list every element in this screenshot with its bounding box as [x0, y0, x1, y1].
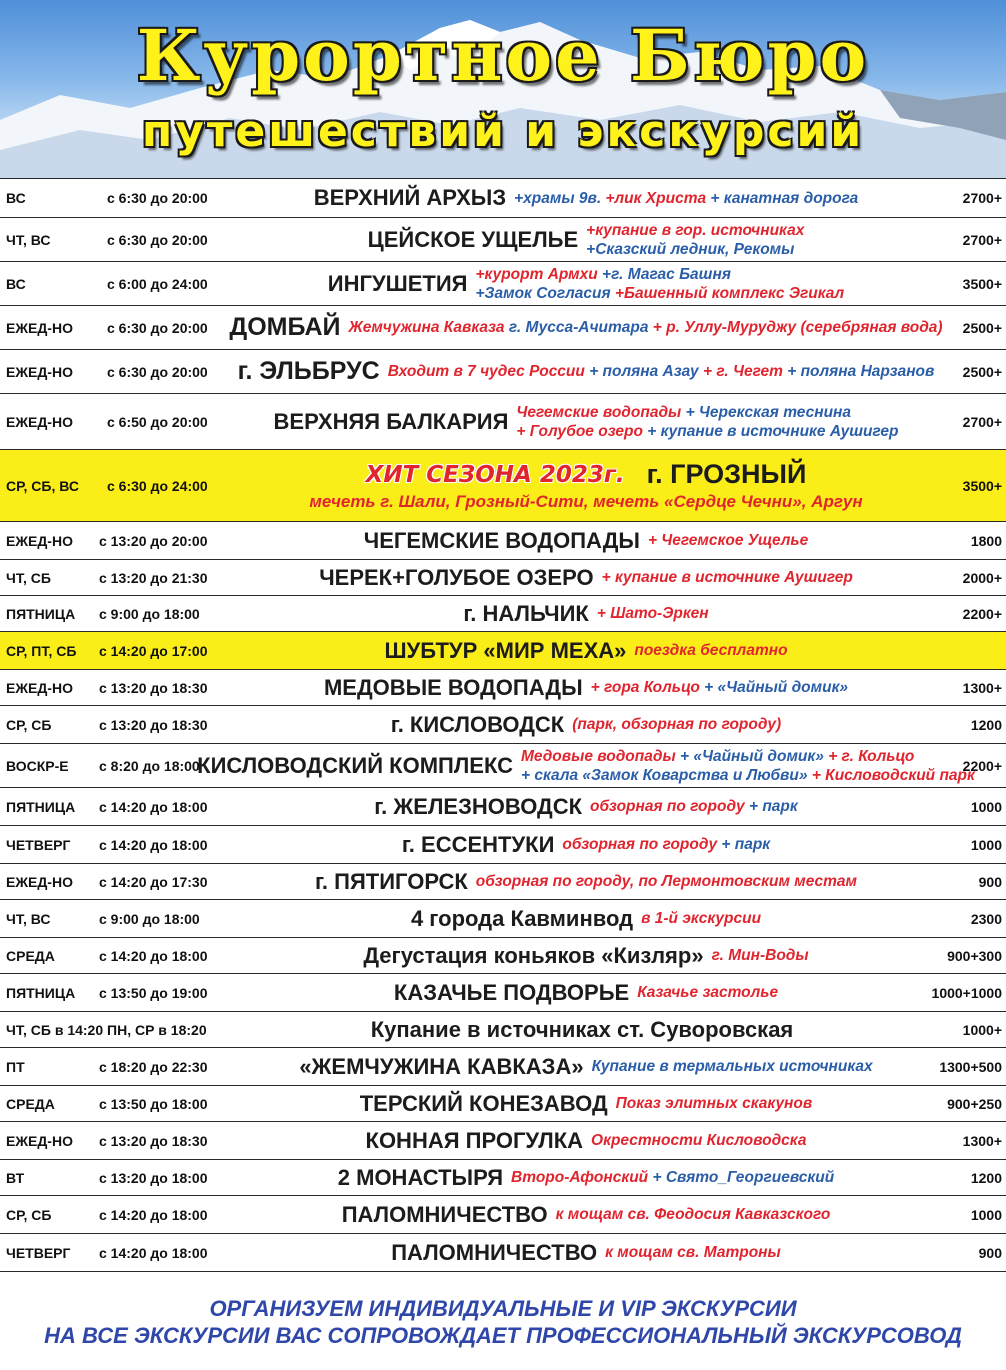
- excursion-description: [475, 265, 844, 303]
- row-time: с 6:00 до 24:00: [107, 275, 208, 292]
- row-price: 1000+1000: [931, 984, 1002, 1001]
- row-time: с 14:20 до 17:00: [99, 642, 208, 659]
- excursion-description: [616, 1094, 813, 1113]
- row-time: с 6:30 до 24:00: [107, 477, 208, 494]
- excursion-description: [591, 1131, 806, 1150]
- row-days: ЧЕТВЕРГ: [6, 1244, 71, 1261]
- row-time: с 14:20 до 18:00: [99, 798, 208, 815]
- excursion-description: [516, 403, 898, 441]
- excursion-name: ВЕРХНЯЯ БАЛКАРИЯ: [273, 408, 509, 434]
- row-price: 1200: [970, 716, 1002, 733]
- row-time: с 6:30 до 20:00: [107, 319, 208, 336]
- description-part: (парк, обзорная по городу): [572, 716, 782, 733]
- row-excursion: [216, 394, 956, 449]
- excursion-description: [597, 604, 709, 623]
- row-price: 1300+500: [939, 1058, 1002, 1075]
- excursion-description: [388, 362, 935, 381]
- description-part: +курорт Армхи: [475, 265, 603, 283]
- excursion-description: [592, 1057, 873, 1076]
- excursion-description: [634, 641, 787, 660]
- row-days: ВС: [6, 190, 26, 206]
- row-days: ВОСКР-Е: [6, 757, 69, 774]
- excursion-description: мечеть г. Шали, Грозный-Сити, мечеть «Сердце Чечни», Аргун: [309, 492, 863, 511]
- row-time: с 14:20 до 18:00: [99, 947, 208, 964]
- excursion-description: [521, 747, 975, 785]
- table-row: [0, 744, 1006, 788]
- row-price: 1800: [970, 532, 1002, 549]
- row-time: с 6:50 до 20:00: [107, 413, 208, 430]
- row-price: 900: [978, 873, 1002, 890]
- description-part: + Кисловодский парк: [811, 766, 975, 784]
- table-row: [0, 632, 1006, 670]
- row-time: с 13:20 до 18:30: [99, 716, 208, 733]
- row-time: с 14:20 до 18:00: [99, 1244, 208, 1261]
- row-time: с 9:00 до 18:00: [99, 605, 200, 622]
- row-excursion: [216, 350, 956, 393]
- row-excursion: [216, 788, 956, 825]
- excursion-name: ПАЛОМНИЧЕСТВО: [391, 1239, 598, 1265]
- description-part: + купание в источнике Аушигер: [601, 569, 853, 586]
- row-price: 2200+: [962, 757, 1002, 774]
- row-price: 1000: [970, 836, 1002, 853]
- description-part: + «Чайный домик»: [704, 679, 849, 696]
- description-part: + канатная дорога: [706, 189, 859, 207]
- table-row: [0, 306, 1006, 350]
- excursion-name: КАЗАЧЬЕ ПОДВОРЬЕ: [393, 979, 630, 1005]
- table-row: [0, 788, 1006, 826]
- row-price: 2200+: [962, 605, 1002, 622]
- table-row: [0, 1234, 1006, 1272]
- row-price: 2500+: [962, 319, 1002, 336]
- row-days: ВС: [6, 275, 26, 292]
- excursion-description: [590, 797, 798, 816]
- row-excursion: [216, 1196, 956, 1233]
- description-part: + Черекская теснина: [685, 403, 852, 421]
- row-excursion: [216, 596, 956, 631]
- row-time: с 6:30 до 20:00: [107, 190, 208, 206]
- excursion-name: г. ЖЕЛЕЗНОВОДСК: [374, 793, 583, 819]
- description-part: обзорная по городу: [562, 836, 722, 853]
- row-excursion: [197, 744, 975, 787]
- description-part: + Чегемское Ущелье: [647, 532, 809, 549]
- description-part: + Свято_Георгиевский: [652, 1169, 835, 1186]
- description-part: +купание в гор. источниках: [586, 221, 805, 239]
- header-subtitle: путешествий и экскурсий: [141, 106, 865, 157]
- row-days: ЕЖЕД-НО: [6, 319, 73, 336]
- header-title: Курортное Бюро: [136, 14, 870, 97]
- description-part: г. Мин-Воды: [711, 947, 809, 964]
- excursion-name: МЕДОВЫЕ ВОДОПАДЫ: [323, 674, 583, 700]
- row-days: ЕЖЕД-НО: [6, 363, 73, 380]
- row-price: 2300: [970, 910, 1002, 927]
- description-part: поездка бесплатно: [634, 642, 788, 659]
- description-part: + Шато-Эркен: [596, 605, 709, 622]
- row-days: ПЯТНИЦА: [6, 605, 76, 622]
- row-days: СРЕДА: [6, 947, 55, 964]
- excursion-description: [511, 1168, 834, 1187]
- excursion-name: 4 города Кавминвод: [410, 905, 634, 931]
- excursion-name: Купание в источниках ст. Суворовская: [370, 1016, 794, 1042]
- row-days: ПТ: [6, 1058, 25, 1075]
- excursion-table: [0, 178, 1006, 1272]
- row-excursion: [216, 670, 956, 705]
- excursion-name: ЧЕГЕМСКИЕ ВОДОПАДЫ: [363, 527, 640, 553]
- table-row: [0, 1122, 1006, 1160]
- description-part: Казачье застолье: [637, 984, 779, 1001]
- excursion-name: ТЕРСКИЙ КОНЕЗАВОД: [359, 1090, 608, 1116]
- description-part: в 1-й экскурсии: [641, 910, 762, 927]
- description-part: Показ элитных скакунов: [615, 1095, 813, 1112]
- excursion-name: ПАЛОМНИЧЕСТВО: [341, 1201, 548, 1227]
- description-part: + купание в источнике Аушигер: [647, 422, 899, 440]
- excursion-description: [591, 678, 848, 697]
- excursion-description: [562, 835, 770, 854]
- table-row: [0, 1086, 1006, 1122]
- row-time: с 13:50 до 19:00: [99, 984, 208, 1001]
- description-part: + р. Уллу-Муруджу (серебряная вода): [652, 319, 943, 336]
- excursion-name: ВЕРХНИЙ АРХЫЗ: [313, 185, 507, 210]
- row-days: ЧТ, ВС: [6, 231, 51, 248]
- description-part: Жемчужина Кавказа: [348, 319, 509, 336]
- row-excursion: [216, 706, 956, 743]
- description-part: +г. Магас Башня: [602, 265, 731, 283]
- excursion-name: КОННАЯ ПРОГУЛКА: [365, 1127, 584, 1153]
- row-price: 2700+: [962, 231, 1002, 248]
- row-excursion: [216, 262, 956, 305]
- table-row: [0, 178, 1006, 218]
- row-price: 1200: [970, 1169, 1002, 1186]
- row-time: с 18:20 до 22:30: [99, 1058, 208, 1075]
- row-days: ПЯТНИЦА: [6, 984, 76, 1001]
- row-excursion: [216, 306, 956, 349]
- row-price: 3500+: [962, 275, 1002, 292]
- header-banner: [0, 0, 1006, 178]
- row-time: с 13:20 до 20:00: [99, 532, 208, 549]
- excursion-name: КИСЛОВОДСКИЙ КОМПЛЕКС: [197, 752, 513, 778]
- description-part: + г. Чегет: [703, 363, 788, 380]
- description-part: + г. Кольцо: [828, 747, 915, 765]
- row-excursion: [216, 632, 956, 669]
- row-time: с 13:20 до 21:30: [99, 569, 208, 586]
- table-row: [0, 522, 1006, 560]
- excursion-name: 2 МОНАСТЫРЯ: [337, 1164, 504, 1190]
- row-days: ЕЖЕД-НО: [6, 532, 73, 549]
- table-row: [0, 1196, 1006, 1234]
- description-part: + «Чайный домик»: [680, 747, 829, 765]
- hit-of-season-label: ХИТ СЕЗОНА 2023г.: [365, 461, 625, 488]
- table-row: [0, 974, 1006, 1012]
- excursion-description: [572, 715, 781, 734]
- description-part: +Замок Согласия: [475, 284, 615, 302]
- footer-line-2: НА ВСЕ ЭКСКУРСИИ ВАС СОПРОВОЖДАЕТ ПРОФЕССИОНАЛЬНЫЙ ЭКСКУРСОВОД: [44, 1323, 962, 1348]
- row-days: ЧТ, ВС: [6, 910, 51, 927]
- row-excursion: [216, 522, 956, 559]
- row-time: с 13:20 до 18:30: [99, 679, 208, 696]
- excursion-name: г. НАЛЬЧИК: [463, 600, 589, 626]
- excursion-description: [349, 318, 943, 337]
- row-time: с 14:20 до 17:30: [99, 873, 208, 890]
- row-time: с 13:20 до 18:00: [99, 1169, 208, 1186]
- excursion-name: ЧЕРЕК+ГОЛУБОЕ ОЗЕРО: [319, 564, 594, 590]
- description-part: +лик Христа: [605, 189, 707, 207]
- row-excursion: [216, 938, 956, 973]
- description-part: Чегемские водопады: [516, 403, 686, 421]
- description-part: обзорная по городу, по Лермонтовским местам: [475, 873, 858, 890]
- row-price: 1000: [970, 798, 1002, 815]
- table-row: [0, 864, 1006, 900]
- row-days: ЕЖЕД-НО: [6, 679, 73, 696]
- excursion-description: [712, 946, 809, 965]
- table-row: [0, 670, 1006, 706]
- row-days: ЕЖЕД-НО: [6, 873, 73, 890]
- description-part: к мощам св. Феодосия Кавказского: [555, 1206, 831, 1223]
- row-time: с 13:20 до 18:30: [99, 1132, 208, 1149]
- description-part: обзорная по городу: [590, 798, 749, 815]
- table-row: [0, 560, 1006, 596]
- excursion-name: ШУБТУР «МИР МЕХА»: [384, 637, 627, 663]
- description-part: Купание в термальных источниках: [591, 1058, 873, 1075]
- description-part: г. Мусса-Ачитара: [508, 319, 653, 336]
- excursion-name: ДОМБАЙ: [229, 313, 341, 341]
- row-price: 2000+: [962, 569, 1002, 586]
- row-excursion: [216, 1048, 956, 1085]
- table-row: [0, 1048, 1006, 1086]
- footer-note: [0, 1295, 1006, 1349]
- description-part: + гора Кольцо: [590, 679, 705, 696]
- description-part: Медовые водопады: [520, 747, 680, 765]
- row-time: с 13:50 до 18:00: [99, 1095, 208, 1112]
- row-time: с 8:20 до 18:00: [99, 757, 200, 774]
- row-excursion: [216, 560, 956, 595]
- row-excursion: [216, 1086, 956, 1121]
- description-part: + поляна Нарзанов: [787, 363, 935, 380]
- row-excursion: [216, 179, 956, 217]
- excursion-name: г. ЕССЕНТУКИ: [401, 831, 555, 857]
- row-excursion: [216, 1122, 956, 1159]
- excursion-description: [514, 189, 858, 208]
- row-time: с 14:20 до 18:00: [99, 836, 208, 853]
- excursion-name: г. ГРОЗНЫЙ: [646, 459, 807, 489]
- row-price: 1300+: [962, 1132, 1002, 1149]
- row-time: с 9:00 до 18:00: [99, 910, 200, 927]
- row-price: 900: [978, 1244, 1002, 1261]
- row-excursion: [216, 974, 956, 1011]
- description-part: к мощам св. Матроны: [605, 1244, 781, 1261]
- table-row: [0, 1012, 1006, 1048]
- row-days: СР, СБ: [6, 716, 52, 733]
- excursion-name: г. ЭЛЬБРУС: [237, 357, 380, 385]
- row-time: с 6:30 до 20:00: [107, 231, 208, 248]
- row-excursion: [216, 900, 956, 937]
- row-excursion: [216, 450, 956, 521]
- description-part: Окрестности Кисловодска: [591, 1132, 807, 1149]
- footer-line-1: ОРГАНИЗУЕМ ИНДИВИДУАЛЬНЫЕ И VIP ЭКСКУРСИИ: [209, 1296, 797, 1321]
- description-part: + Голубое озеро: [516, 422, 648, 440]
- description-part: + парк: [748, 798, 798, 815]
- excursion-name: ИНГУШЕТИЯ: [327, 270, 468, 296]
- description-part: + парк: [721, 836, 771, 853]
- row-days: ЧТ, СБ: [6, 569, 51, 586]
- row-price: 2700+: [962, 190, 1002, 206]
- row-time: с 6:30 до 20:00: [107, 363, 208, 380]
- excursion-name: ЦЕЙСКОЕ УЩЕЛЬЕ: [367, 226, 579, 252]
- row-days: ЧТ, СБ в 14:20 ПН, СР в 18:20: [6, 1021, 207, 1038]
- table-row: [0, 218, 1006, 262]
- description-part: +Сказский ледник, Рекомы: [586, 240, 795, 258]
- excursion-description: [586, 221, 804, 259]
- row-days: ПЯТНИЦА: [6, 798, 76, 815]
- excursion-description: [556, 1205, 831, 1224]
- row-days: ЕЖЕД-НО: [6, 413, 73, 430]
- row-price: 900+250: [947, 1095, 1002, 1112]
- excursion-description: [637, 983, 778, 1002]
- excursion-description: [602, 568, 853, 587]
- row-days: ВТ: [6, 1169, 25, 1186]
- excursion-description: [605, 1243, 781, 1262]
- description-part: Входит в 7 чудес России: [387, 363, 590, 380]
- row-days: ЕЖЕД-НО: [6, 1132, 73, 1149]
- row-price: 2700+: [962, 413, 1002, 430]
- table-row: [0, 1160, 1006, 1196]
- row-days: СР, ПТ, СБ: [6, 642, 77, 659]
- excursion-description: [476, 872, 857, 891]
- row-price: 1000: [970, 1206, 1002, 1223]
- description-part: Второ-Афонский: [511, 1169, 653, 1186]
- row-excursion: [216, 1012, 956, 1047]
- row-excursion: [216, 826, 956, 863]
- row-days: СРЕДА: [6, 1095, 55, 1112]
- table-row: [0, 394, 1006, 450]
- excursion-name: Дегустация коньяков «Кизляр»: [363, 942, 704, 968]
- excursion-description: [648, 531, 808, 550]
- row-price: 1300+: [962, 679, 1002, 696]
- table-row: [0, 826, 1006, 864]
- row-days: СР, СБ, ВС: [6, 477, 79, 494]
- row-days: СР, СБ: [6, 1206, 52, 1223]
- row-excursion: [216, 218, 956, 261]
- row-price: 900+300: [947, 947, 1002, 964]
- excursion-name: г. КИСЛОВОДСК: [390, 711, 565, 737]
- row-days: ЧЕТВЕРГ: [6, 836, 71, 853]
- row-price: 3500+: [962, 477, 1002, 494]
- table-row: [0, 706, 1006, 744]
- table-row: [0, 450, 1006, 522]
- description-part: + поляна Азау: [589, 363, 703, 380]
- row-time: с 14:20 до 18:00: [99, 1206, 208, 1223]
- excursion-description: [641, 909, 761, 928]
- table-row: [0, 596, 1006, 632]
- row-excursion: [216, 864, 956, 899]
- description-part: +храмы 9в.: [514, 189, 606, 207]
- description-part: +Башенный комплекс Эгикал: [614, 284, 845, 302]
- table-row: [0, 938, 1006, 974]
- row-price: 1000+: [962, 1021, 1002, 1038]
- excursion-name: г. ПЯТИГОРСК: [314, 868, 468, 894]
- table-row: [0, 262, 1006, 306]
- description-part: + скала «Замок Коварства и Любви»: [520, 766, 812, 784]
- row-price: 2500+: [962, 363, 1002, 380]
- row-excursion: [216, 1160, 956, 1195]
- table-row: [0, 900, 1006, 938]
- row-excursion: [216, 1234, 956, 1271]
- table-row: [0, 350, 1006, 394]
- excursion-name: «ЖЕМЧУЖИНА КАВКАЗА»: [299, 1053, 584, 1079]
